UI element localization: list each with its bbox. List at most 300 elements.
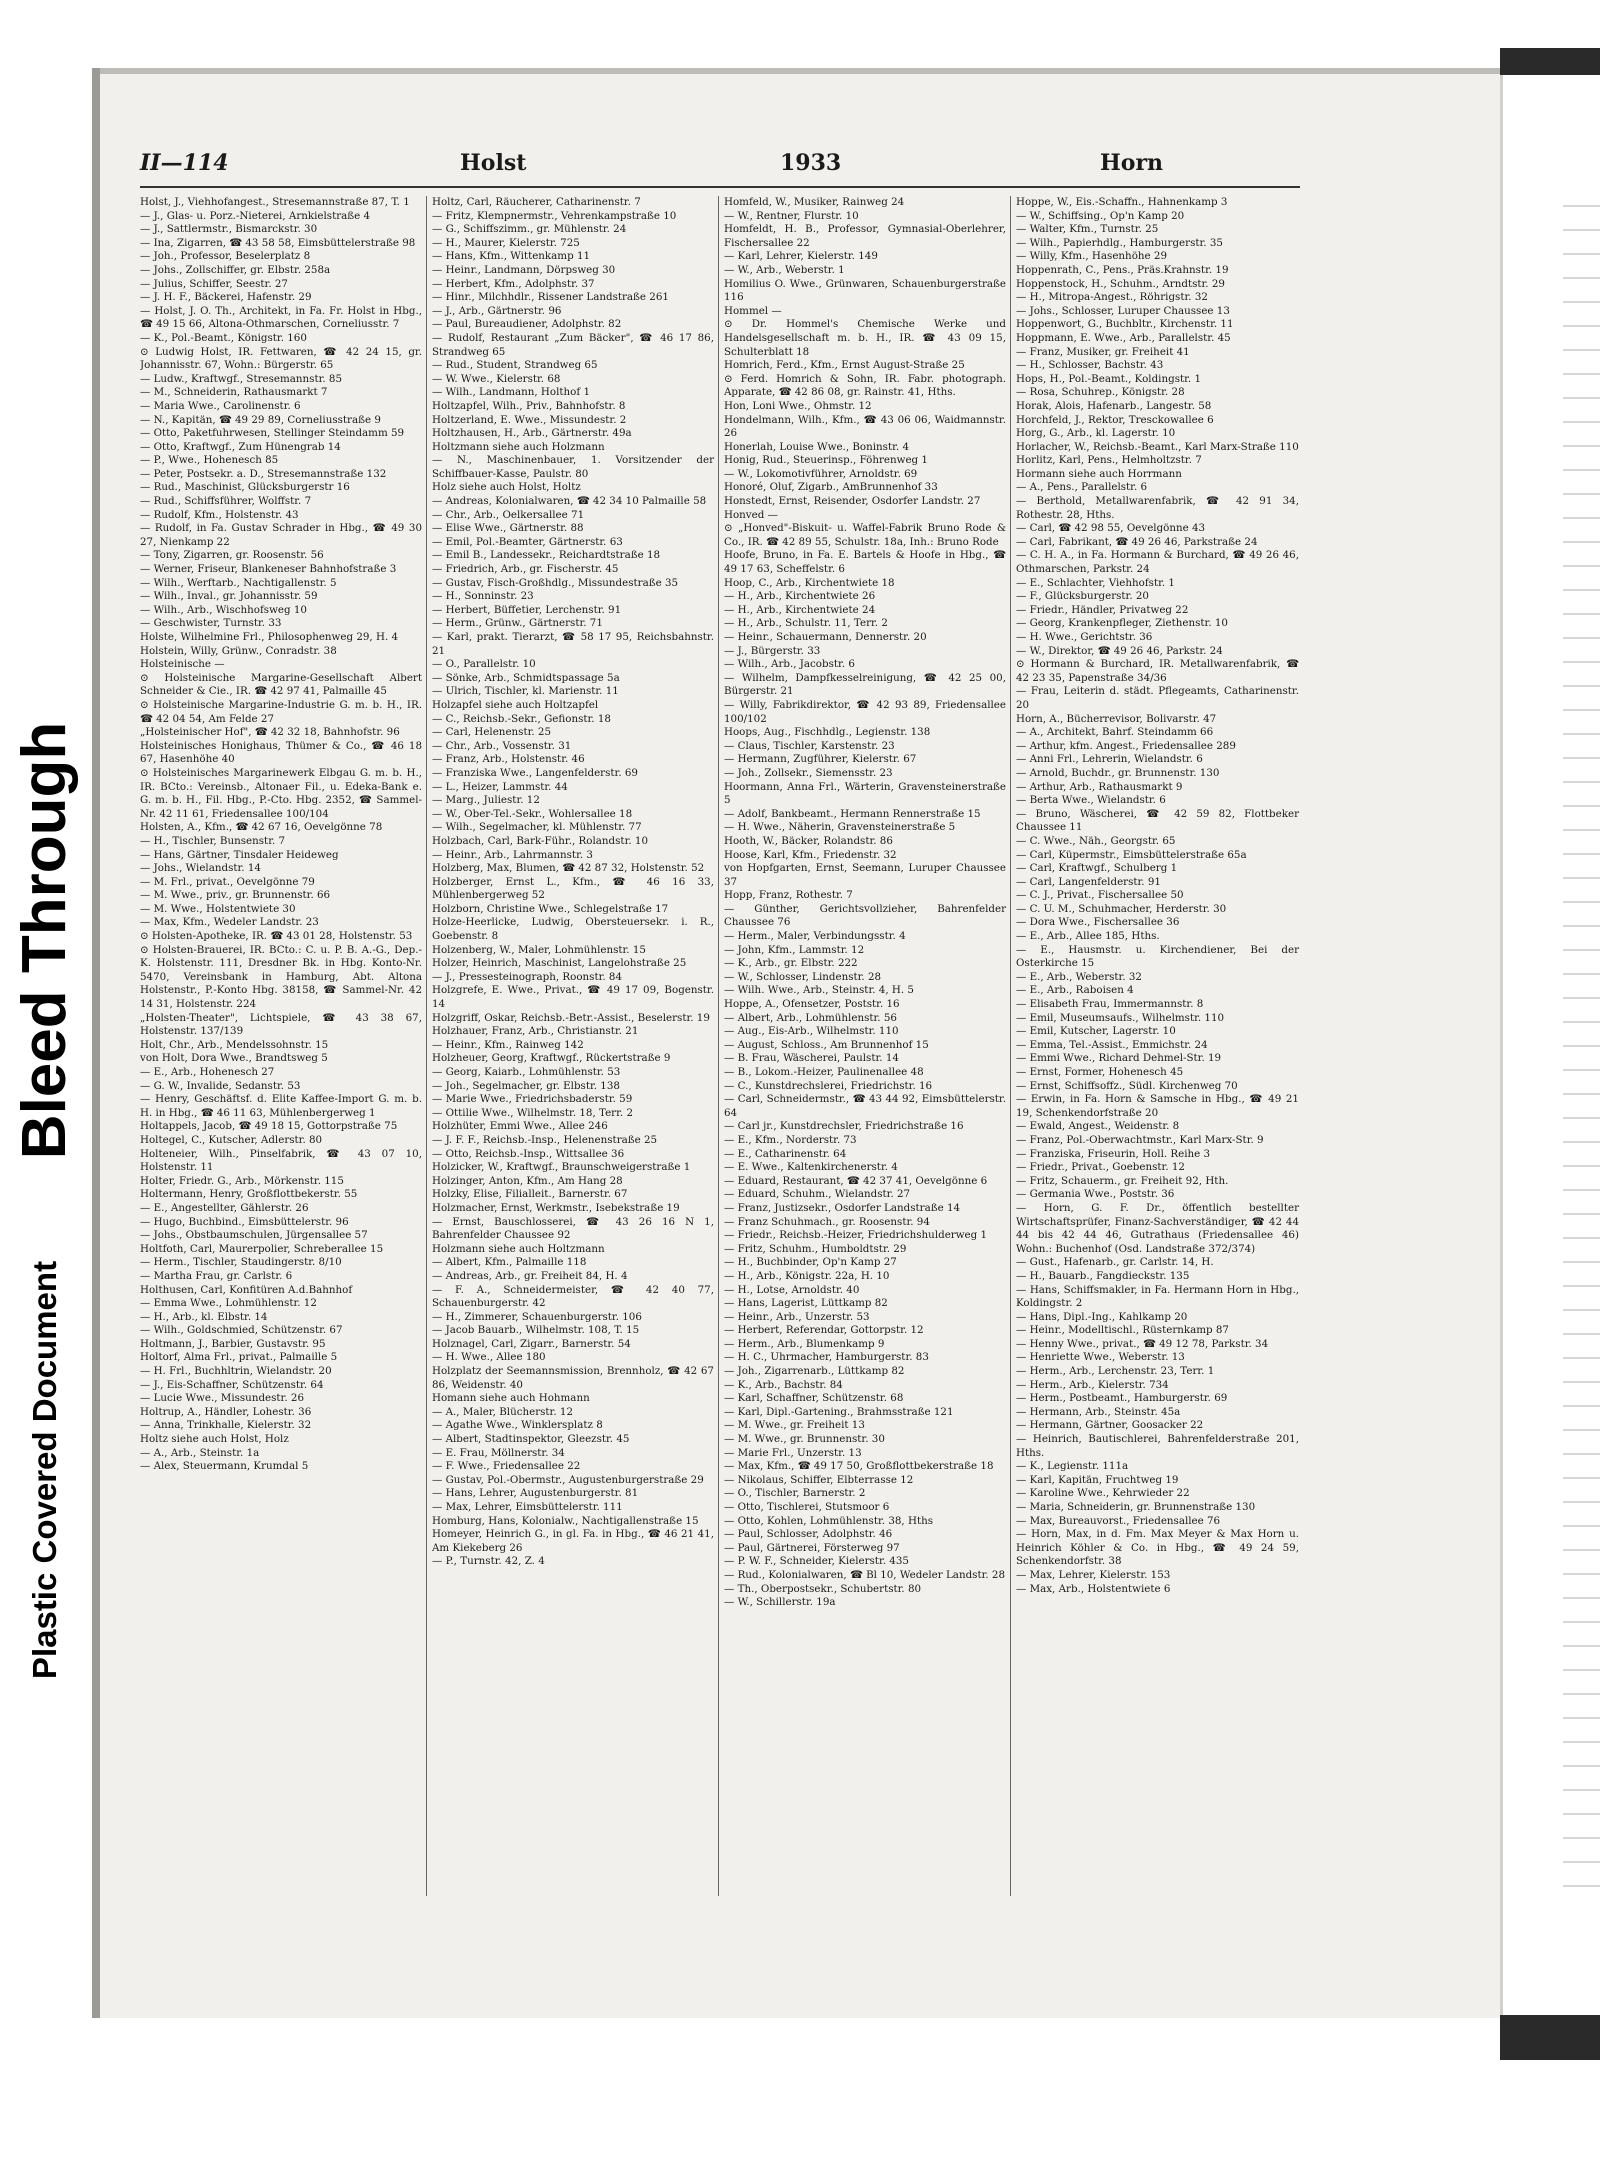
- directory-entry: — J. F. F., Reichsb.-Insp., Helenenstraße 25: [432, 1133, 658, 1146]
- directory-entry: — Aug., Eis-Arb., Wilhelmstr. 110: [724, 1025, 899, 1038]
- header-keyword-right: Horn: [1100, 150, 1164, 176]
- directory-entry: Homburg, Hans, Kolonialw., Nachtigallenstraße 15: [432, 1514, 699, 1527]
- directory-entry: Holter, Friedr. G., Arb., Mörkenstr. 115: [140, 1174, 344, 1187]
- directory-entry: — H. Wwe., Näherin, Gravensteinerstraße 5: [724, 821, 956, 834]
- directory-entry: — Chr., Arb., Oelkersallee 71: [432, 508, 585, 521]
- directory-entry: — Franz, Arb., Holstenstr. 46: [432, 753, 585, 766]
- directory-entry: — Heinr., Schauermann, Dennerstr. 20: [724, 631, 927, 643]
- directory-entry: — Elisabeth Frau, Immermannstr. 8: [1016, 998, 1204, 1011]
- directory-entry: — Henny Wwe., privat., ☎ 49 12 78, Parkstr. 34: [1016, 1337, 1269, 1350]
- directory-entry: von Hopfgarten, Ernst, Seemann, Luruper Chaussee 37: [724, 862, 1006, 888]
- directory-entry: — H., Schlosser, Bachstr. 43: [1016, 359, 1164, 372]
- directory-entry: Holtappels, Jacob, ☎ 49 18 15, Gottorpstraße 75: [140, 1120, 398, 1133]
- directory-entry: Holst, J., Viehhofangest., Stresemannstraße 87, T. 1: [140, 196, 410, 208]
- directory-entry: — Karl, Kapitän, Fruchtweg 19: [1016, 1473, 1179, 1486]
- directory-entry: Hon, Loni Wwe., Ohmstr. 12: [724, 399, 872, 412]
- directory-entry: — Rudolf, in Fa. Gustav Schrader in Hbg., ☎ 49 30 27, Nienkamp 22: [140, 522, 422, 548]
- directory-entry: — M. Frl., privat., Oevelgönne 79: [140, 875, 315, 888]
- directory-entry: — Anni Frl., Lehrerin, Wielandstr. 6: [1016, 753, 1203, 766]
- directory-entry: — Tony, Zigarren, gr. Roosenstr. 56: [140, 549, 324, 562]
- header-year: 1933: [780, 150, 842, 176]
- directory-entry: — L., Heizer, Lammstr. 44: [432, 780, 568, 793]
- directory-entry: — Hinr., Milchhdlr., Rissener Landstraße 261: [432, 291, 669, 304]
- directory-entry: — Max, Arb., Holstentwiete 6: [1016, 1582, 1171, 1595]
- directory-entry: — Emmi Wwe., Richard Dehmel-Str. 19: [1016, 1052, 1222, 1065]
- directory-entry: Hoppenstock, H., Schuhm., Arndtstr. 29: [1016, 277, 1225, 290]
- directory-entry: — Franziska Wwe., Langenfelderstr. 69: [432, 766, 638, 779]
- directory-entry: Horlacher, W., Reichsb.-Beamt., Karl Marx-Straße 110: [1016, 440, 1299, 453]
- directory-entry: — H. C., Uhrmacher, Hamburgerstr. 83: [724, 1351, 929, 1364]
- directory-entry: — Heinr., Modelltischl., Rüsternkamp 87: [1016, 1324, 1229, 1337]
- directory-entry: — G. W., Invalide, Sedanstr. 53: [140, 1079, 301, 1092]
- directory-entry: — August, Schloss., Am Brunnenhof 15: [724, 1038, 929, 1051]
- directory-entry: — H., Buchbinder, Op'n Kamp 27: [724, 1256, 897, 1269]
- directory-entry: — Rud., Schiffsführer, Wolffstr. 7: [140, 495, 312, 508]
- directory-entry: — P. W. F., Schneider, Kielerstr. 435: [724, 1555, 909, 1568]
- directory-entry: — Carl, Küpermstr., Eimsbüttelerstraße 65a: [1016, 848, 1247, 861]
- directory-entry: — C., Kunstdrechslerei, Friedrichstr. 16: [724, 1079, 933, 1092]
- directory-entry: — Alex, Steuermann, Krumdal 5: [140, 1460, 309, 1473]
- directory-entry: — J., Glas- u. Porz.-Nieterei, Arnkielstraße 4: [140, 209, 371, 222]
- directory-entry: — B. Frau, Wäscherei, Paulstr. 14: [724, 1052, 899, 1065]
- directory-entry: — M., Schneiderin, Rathausmarkt 7: [140, 386, 328, 399]
- next-page-edge: [1500, 75, 1600, 2015]
- directory-entry: — Berta Wwe., Wielandstr. 6: [1016, 794, 1166, 807]
- directory-entry: — Nikolaus, Schiffer, Elbterrasse 12: [724, 1473, 914, 1486]
- directory-entry: — M. Wwe., gr. Brunnenstr. 30: [724, 1433, 885, 1446]
- directory-entry: — Carl, Helenenstr. 25: [432, 726, 552, 739]
- page-header: [140, 150, 1300, 184]
- directory-entry: — A., Architekt, Bahrf. Steindamm 66: [1016, 726, 1214, 739]
- directory-entry: — N., Kapitän, ☎ 49 29 89, Corneliusstraße 9: [140, 413, 381, 426]
- directory-entry: — W., Ober-Tel.-Sekr., Wohlersallee 18: [432, 807, 633, 820]
- directory-entry: — Bruno, Wäscherei, ☎ 42 59 82, Flottbeker Chaussee 11: [1016, 807, 1299, 834]
- directory-entry: — H. Wwe., Gerichtstr. 36: [1016, 631, 1153, 643]
- directory-entry: Holzmann siehe auch Holtzmann: [432, 1242, 605, 1255]
- directory-entry: — Carl, Langenfelderstr. 91: [1016, 875, 1161, 888]
- directory-entry: — Otto, Kraftwgf., Zum Hünengrab 14: [140, 440, 341, 453]
- directory-entry: Holtz siehe auch Holst, Holz: [140, 1433, 289, 1446]
- directory-entry: ⊙ „Honved"-Biskuit- u. Waffel-Fabrik Bruno Rode & Co., IR. ☎ 42 89 55, Schulstr. 18a, Inh.: Bruno Rode: [724, 522, 1006, 548]
- directory-entry: — C., Reichsb.-Sekr., Gefionstr. 18: [432, 712, 611, 725]
- directory-entry: — Franziska, Friseurin, Holl. Reihe 3: [1016, 1147, 1211, 1160]
- directory-entry: — Lucie Wwe., Missundestr. 26: [140, 1392, 304, 1405]
- directory-entry: — Elise Wwe., Gärtnerstr. 88: [432, 522, 584, 535]
- directory-entry: — K., Legienstr. 111a: [1016, 1460, 1129, 1473]
- directory-entry: — J., Eis-Schaffner, Schützenstr. 64: [140, 1378, 324, 1391]
- directory-entry: — C. H. A., in Fa. Hormann & Burchard, ☎ 49 26 46, Othmarschen, Parkstr. 24: [1016, 549, 1299, 576]
- directory-entry: — Emil, Kutscher, Lagerstr. 10: [1016, 1025, 1176, 1038]
- directory-entry: — F. Wwe., Friedensallee 22: [432, 1460, 581, 1473]
- directory-entry: — H., Tischler, Bunsenstr. 7: [140, 834, 286, 847]
- directory-entry: — Hans, Gärtner, Tinsdaler Heideweg: [140, 848, 339, 861]
- directory-entry: — Franz, Musiker, gr. Freiheit 41: [1016, 345, 1190, 358]
- directory-entry: — H., Arb., Kirchentwiete 24: [724, 603, 876, 616]
- directory-entry: — Horn, G. F. Dr., öffentlich bestellter Wirtschaftsprüfer, Finanz-Sachverständiger, ☎ 42 44 44 bis 42 44 46, Gutrathaus (Friedensallee 46) Wohn.: Buchenhof (Osd. Landstraße 372/374): [1016, 1201, 1299, 1255]
- directory-entry: — Karl, Dipl.-Gartening., Brahmsstraße 121: [724, 1405, 954, 1418]
- directory-entry: — Rudolf, Kfm., Holstenstr. 43: [140, 508, 299, 521]
- directory-entry: — Willy, Kfm., Hasenhöhe 29: [1016, 250, 1167, 263]
- directory-entry: — Georg, Krankenpfleger, Ziethenstr. 10: [1016, 617, 1228, 630]
- directory-entry: — Paul, Gärtnerei, Försterweg 97: [724, 1541, 900, 1554]
- directory-entry: Honstedt, Ernst, Reisender, Osdorfer Landstr. 27: [724, 495, 981, 508]
- directory-entry: Hoormann, Anna Frl., Wärterin, Gravensteinerstraße 5: [724, 780, 1006, 807]
- directory-entry: Holtmann, J., Barbier, Gustavstr. 95: [140, 1337, 326, 1350]
- directory-entry: — W., Arb., Weberstr. 1: [724, 263, 845, 276]
- directory-entry: — Walter, Kfm., Turnstr. 25: [1016, 223, 1159, 236]
- directory-entry: — W., Rentner, Flurstr. 10: [724, 209, 859, 222]
- directory-entry: — Berthold, Metallwarenfabrik, ☎ 42 91 34, Rothestr. 28, Hths.: [1016, 495, 1299, 521]
- directory-entry: — Heinr., Landmann, Dörpsweg 30: [432, 263, 616, 276]
- directory-entry: — Rud., Student, Strandweg 65: [432, 359, 598, 372]
- directory-entry: — Andreas, Kolonialwaren, ☎ 42 34 10 Palmaille 58: [432, 495, 707, 508]
- directory-entry: Holtzhausen, H., Arb., Gärtnerstr. 49a: [432, 427, 632, 440]
- directory-entry: — H. Wwe., Allee 180: [432, 1351, 546, 1364]
- directory-entry: — Ulrich, Tischler, kl. Marienstr. 11: [432, 685, 619, 698]
- directory-entry: — E., Angestellter, Gählerstr. 26: [140, 1201, 309, 1214]
- directory-entry: ⊙ Holsten-Brauerei, IR. BCto.: C. u. P. B. A.-G., Dep.-K. Holstenstr. 111, Dresdner Bk. in Hbg. Konto-Nr. 5470, Vereinsbank in Hamburg, Abt. Altona Holstenstr., P.-Konto Hbg. 38158, ☎ Sammel-Nr. 42 14 31, Holstenstr. 224: [140, 943, 422, 1011]
- directory-entry: — Wilh., Goldschmied, Schützenstr. 67: [140, 1324, 343, 1337]
- directory-entry: — Carl, Schneidermstr., ☎ 43 44 92, Eimsbüttelerstr. 64: [724, 1093, 1006, 1119]
- directory-entry: — J., Pressesteinograph, Roonstr. 84: [432, 970, 623, 983]
- directory-entry: Homann siehe auch Hohmann: [432, 1392, 590, 1405]
- directory-entry: — E. Wwe., Kaltenkirchenerstr. 4: [724, 1161, 898, 1174]
- directory-entry: — Ludw., Kraftwgf., Stresemannstr. 85: [140, 372, 343, 385]
- directory-entry: — Werner, Friseur, Blankeneser Bahnhofstraße 3: [140, 563, 397, 576]
- directory-entry: Holsteinische —: [140, 658, 225, 671]
- directory-entry: — Wilh., Werftarb., Nachtigallenstr. 5: [140, 576, 337, 589]
- directory-entry: Honerlah, Louise Wwe., Boninstr. 4: [724, 440, 909, 453]
- directory-entry: — Hermann, Gärtner, Goosacker 22: [1016, 1419, 1204, 1432]
- directory-entry: — H., Maurer, Kielerstr. 725: [432, 236, 580, 249]
- directory-entry: — Carl, ☎ 42 98 55, Oevelgönne 43: [1016, 522, 1206, 535]
- header-keyword-left: Holst: [460, 150, 527, 176]
- directory-entry: — Willy, Fabrikdirektor, ☎ 42 93 89, Friedensallee 100/102: [724, 698, 1006, 725]
- directory-entry: — E. Frau, Möllnerstr. 34: [432, 1446, 565, 1459]
- directory-column-1: [140, 196, 427, 1896]
- directory-entry: — A., Arb., Steinstr. 1a: [140, 1446, 260, 1459]
- directory-entry: — Rud., Kolonialwaren, ☎ Bl 10, Wedeler Landstr. 28: [724, 1568, 1006, 1581]
- directory-entry: — Hans, Dipl.-Ing., Kahlkamp 20: [1016, 1310, 1188, 1323]
- directory-entry: Homilius O. Wwe., Grünwaren, Schauenburgerstraße 116: [724, 277, 1006, 304]
- directory-entry: — Herm., Postbeamt., Hamburgerstr. 69: [1016, 1392, 1228, 1405]
- directory-entry: Holzbach, Carl, Bark-Führ., Rolandstr. 10: [432, 834, 649, 847]
- directory-entry: — Ina, Zigarren, ☎ 43 58 58, Eimsbüttelerstraße 98: [140, 236, 416, 249]
- directory-entry: Hoppe, W., Eis.-Schaffn., Hahnenkamp 3: [1016, 196, 1228, 208]
- directory-entry: Homrich, Ferd., Kfm., Ernst August-Straße 25: [724, 359, 965, 372]
- directory-entry: Holzberg, Max, Blumen, ☎ 42 87 32, Holstenstr. 52: [432, 862, 705, 875]
- directory-entry: — Wilh., Arb., Jacobstr. 6: [724, 658, 855, 671]
- directory-entry: — Franz Schuhmach., gr. Roosenstr. 94: [724, 1215, 930, 1228]
- directory-entry: — Wilh., Papierhdlg., Hamburgerstr. 35: [1016, 236, 1223, 249]
- directory-entry: — Eduard, Restaurant, ☎ 42 37 41, Oevelgönne 6: [724, 1174, 988, 1187]
- directory-entry: — J., Bürgerstr. 33: [724, 644, 821, 657]
- directory-entry: — Gustav, Fisch-Großhdlg., Missundestraße 35: [432, 576, 679, 589]
- directory-entry: — Emil, Pol.-Beamter, Gärtnerstr. 63: [432, 535, 623, 548]
- directory-entry: — Marie Wwe., Friedrichsbaderstr. 59: [432, 1093, 633, 1106]
- directory-entry: — Heinr., Arb., Lahrmannstr. 3: [432, 848, 593, 861]
- directory-entry: — Karl, prakt. Tierarzt, ☎ 58 17 95, Reichsbahnstr. 21: [432, 631, 714, 657]
- directory-entry: — Holst, J. O. Th., Architekt, in Fa. Fr. Holst in Hbg., ☎ 49 15 66, Altona-Othmarschen, Corneliusstr. 7: [140, 304, 422, 331]
- directory-entry: — Rudolf, Restaurant „Zum Bäcker", ☎ 46 17 86, Strandweg 65: [432, 331, 714, 358]
- directory-entry: Holtrup, A., Händler, Lohestr. 36: [140, 1405, 312, 1418]
- directory-entry: Holze-Heerlicke, Ludwig, Obersteuersekr. i. R., Goebenstr. 8: [432, 916, 714, 943]
- directory-entry: — N., Maschinenbauer, 1. Vorsitzender der Schiffbauer-Kasse, Paulstr. 80: [432, 454, 714, 480]
- directory-columns: [140, 196, 1305, 1896]
- directory-entry: — Max, Kfm., ☎ 49 17 50, Großflottbekerstraße 18: [724, 1460, 994, 1473]
- directory-entry: — Hans, Schiffsmakler, in Fa. Hermann Horn in Hbg., Koldingstr. 2: [1016, 1283, 1299, 1310]
- directory-entry: — Friedr., Händler, Privatweg 22: [1016, 603, 1189, 616]
- directory-entry: Hommel —: [724, 304, 782, 317]
- directory-entry: — Dora Wwe., Fischersallee 36: [1016, 916, 1180, 929]
- directory-entry: — Rosa, Schuhrep., Königstr. 28: [1016, 386, 1185, 399]
- directory-entry: Holtzapfel, Wilh., Priv., Bahnhofstr. 8: [432, 399, 626, 412]
- directory-entry: — Johs., Zollschiffer, gr. Elbstr. 258a: [140, 263, 331, 276]
- directory-entry: — O., Parallelstr. 10: [432, 658, 536, 671]
- directory-entry: — Julius, Schiffer, Seestr. 27: [140, 277, 288, 290]
- directory-entry: — Wilh., Segelmacher, kl. Mühlenstr. 77: [432, 821, 642, 834]
- directory-entry: — Hans, Lagerist, Lüttkamp 82: [724, 1297, 888, 1310]
- directory-entry: — Herbert, Büffetier, Lerchenstr. 91: [432, 603, 622, 616]
- directory-entry: Holtzmann siehe auch Holzmann: [432, 440, 605, 453]
- directory-entry: Holsteinisches Honighaus, Thümer & Co., ☎ 46 18 67, Hasenhöhe 40: [140, 739, 422, 766]
- directory-entry: Holzicker, W., Kraftwgf., Braunschweigerstraße 1: [432, 1161, 691, 1174]
- directory-entry: — H., Mitropa-Angest., Röhrigstr. 32: [1016, 291, 1208, 304]
- directory-entry: Holzenberg, W., Maler, Lohmühlenstr. 15: [432, 943, 646, 956]
- directory-entry: Hoop, C., Arb., Kirchentwiete 18: [724, 576, 895, 589]
- directory-entry: — Karl, Lehrer, Kielerstr. 149: [724, 250, 878, 263]
- directory-entry: — Hermann, Arb., Steinstr. 45a: [1016, 1405, 1181, 1418]
- directory-entry: ⊙ Holsteinische Margarine-Industrie G. m. b. H., IR. ☎ 42 04 54, Am Felde 27: [140, 698, 422, 725]
- directory-entry: Hoofe, Bruno, in Fa. E. Bartels & Hoofe in Hbg., ☎ 49 17 63, Scheffelstr. 6: [724, 549, 1006, 576]
- directory-entry: — Joh., Zollsekr., Siemensstr. 23: [724, 766, 893, 779]
- directory-entry: — Hugo, Buchbind., Eimsbüttelerstr. 96: [140, 1215, 349, 1228]
- directory-entry: — Wilh., Landmann, Holthof 1: [432, 386, 590, 399]
- directory-entry: Holtermann, Henry, Großflottbekerstr. 55: [140, 1188, 358, 1201]
- directory-entry: Holtegel, C., Kutscher, Adlerstr. 80: [140, 1133, 323, 1146]
- bleed-through-label: [0, 680, 90, 1200]
- directory-entry: Honved —: [724, 508, 778, 521]
- directory-entry: — Wilhelm, Dampfkesselreinigung, ☎ 42 25 00, Bürgerstr. 21: [724, 671, 1006, 698]
- directory-entry: Homfeldt, H. B., Professor, Gymnasial-Oberlehrer, Fischersallee 22: [724, 223, 1006, 249]
- directory-entry: — Herbert, Kfm., Adolphstr. 37: [432, 277, 595, 290]
- directory-entry: Homfeld, W., Musiker, Rainweg 24: [724, 196, 905, 208]
- directory-entry: Holste, Wilhelmine Frl., Philosophenweg 29, H. 4: [140, 631, 399, 643]
- directory-entry: — Gustav, Pol.-Obermstr., Augustenburgerstraße 29: [432, 1473, 704, 1486]
- directory-entry: Hoppe, A., Ofensetzer, Poststr. 16: [724, 998, 900, 1011]
- directory-entry: — Georg, Kaiarb., Lohmühlenstr. 53: [432, 1066, 621, 1078]
- directory-entry: Honig, Rud., Steuerinsp., Föhrenweg 1: [724, 454, 928, 467]
- directory-entry: — P., Wwe., Hohenesch 85: [140, 454, 279, 467]
- directory-entry: — Adolf, Bankbeamt., Hermann Rennerstraße 15: [724, 807, 981, 820]
- directory-entry: — Geschwister, Turnstr. 33: [140, 617, 282, 630]
- directory-entry: — F., Glücksburgerstr. 20: [1016, 590, 1149, 603]
- directory-entry: — Paul, Schlosser, Adolphstr. 46: [724, 1528, 893, 1541]
- directory-entry: Horchfeld, J., Rektor, Tresckowallee 6: [1016, 413, 1214, 426]
- directory-entry: — Eduard, Schuhm., Wielandstr. 27: [724, 1188, 911, 1201]
- directory-entry: Holtorf, Alma Frl., privat., Palmaille 5: [140, 1351, 338, 1364]
- directory-entry: Hoops, Aug., Fischhdlg., Legienstr. 138: [724, 726, 931, 739]
- directory-entry: — H., Arb., kl. Elbstr. 14: [140, 1310, 268, 1323]
- directory-entry: — Günther, Gerichtsvollzieher, Bahrenfelder Chaussee 76: [724, 902, 1006, 929]
- directory-entry: — Wilh. Wwe., Arb., Steinstr. 4, H. 5: [724, 984, 914, 997]
- directory-entry: — H., Lotse, Arnoldstr. 40: [724, 1283, 860, 1296]
- directory-entry: — Otto, Reichsb.-Insp., Wittsallee 36: [432, 1147, 625, 1160]
- directory-entry: Hoppenrath, C., Pens., Präs.Krahnstr. 19: [1016, 263, 1229, 276]
- directory-entry: — Emil, Museumsaufs., Wilhelmstr. 110: [1016, 1011, 1225, 1024]
- directory-entry: — Peter, Postsekr. a. D., Stresemannstraße 132: [140, 467, 387, 480]
- directory-entry: — Albert, Arb., Lohmühlenstr. 56: [724, 1011, 897, 1024]
- directory-entry: — W., Lokomotivführer, Arnoldstr. 69: [724, 467, 918, 480]
- directory-entry: — Max, Kfm., Wedeler Landstr. 23: [140, 916, 319, 929]
- directory-entry: von Holt, Dora Wwe., Brandtsweg 5: [140, 1052, 328, 1065]
- directory-entry: — Albert, Kfm., Palmaille 118: [432, 1256, 587, 1269]
- directory-entry: — W., Schillerstr. 19a: [724, 1596, 836, 1609]
- directory-entry: — Emil B., Landessekr., Reichardtstraße 18: [432, 549, 661, 562]
- directory-entry: — Arnold, Buchdr., gr. Brunnenstr. 130: [1016, 766, 1220, 779]
- directory-entry: — B., Lokom.-Heizer, Paulinenallee 48: [724, 1066, 924, 1078]
- directory-entry: — Heinrich, Bautischlerei, Bahrenfelderstraße 201, Hths.: [1016, 1433, 1299, 1459]
- directory-entry: — Franz, Justizsekr., Osdorfer Landstraße 14: [724, 1201, 961, 1214]
- directory-entry: Horak, Alois, Hafenarb., Langestr. 58: [1016, 399, 1212, 412]
- directory-entry: Holzgriff, Oskar, Reichsb.-Betr.-Assist., Beselerstr. 19: [432, 1011, 710, 1024]
- directory-entry: — Hans, Lehrer, Augustenburgerstr. 81: [432, 1487, 639, 1500]
- directory-entry: — Heinr., Arb., Unzerstr. 53: [724, 1310, 870, 1323]
- directory-entry: — Carl, Kraftwgf., Schulberg 1: [1016, 862, 1178, 875]
- directory-entry: — Herm., Tischler, Staudingerstr. 8/10: [140, 1256, 342, 1269]
- directory-entry: Holzgrefe, E. Wwe., Privat., ☎ 49 17 09, Bogenstr. 14: [432, 984, 714, 1011]
- directory-entry: Holzinger, Anton, Kfm., Am Hang 28: [432, 1174, 623, 1187]
- directory-entry: Holzplatz der Seemannsmission, Brennholz, ☎ 42 67 86, Weidenstr. 40: [432, 1365, 714, 1391]
- directory-entry: — Franz, Pol.-Oberwachtmstr., Karl Marx-Str. 9: [1016, 1133, 1264, 1146]
- directory-entry: — C. U. M., Schuhmacher, Herderstr. 30: [1016, 902, 1227, 915]
- directory-entry: Holzborn, Christine Wwe., Schlegelstraße 17: [432, 902, 669, 915]
- directory-entry: — E., Catharinenstr. 64: [724, 1147, 847, 1160]
- directory-entry: — Chr., Arb., Vossenstr. 31: [432, 739, 572, 752]
- directory-entry: „Holsten-Theater", Lichtspiele, ☎ 43 38 67, Holstenstr. 137/139: [140, 1011, 422, 1038]
- directory-entry: — Wilh., Arb., Wischhofsweg 10: [140, 603, 307, 616]
- directory-entry: — Paul, Bureaudiener, Adolphstr. 82: [432, 318, 622, 331]
- directory-entry: — Friedr., Reichsb.-Heizer, Friedrichshulderweg 1: [724, 1229, 988, 1242]
- directory-entry: — Friedr., Privat., Goebenstr. 12: [1016, 1161, 1185, 1174]
- directory-entry: Holthusen, Carl, Konfitüren A.d.Bahnhof: [140, 1283, 353, 1296]
- directory-entry: — H., Sonninstr. 23: [432, 590, 534, 603]
- directory-entry: — Claus, Tischler, Karstenstr. 23: [724, 739, 895, 752]
- directory-entry: Horg, G., Arb., kl. Lagerstr. 10: [1016, 427, 1176, 440]
- directory-entry: — C. Wwe., Näh., Georgstr. 65: [1016, 834, 1176, 847]
- directory-entry: — Henriette Wwe., Weberstr. 13: [1016, 1351, 1185, 1364]
- directory-entry: — Germania Wwe., Poststr. 36: [1016, 1188, 1175, 1201]
- directory-entry: — Herm., Arb., Lerchenstr. 23, Terr. 1: [1016, 1365, 1215, 1378]
- directory-entry: — Hermann, Zugführer, Kielerstr. 67: [724, 753, 917, 766]
- directory-entry: — Andreas, Arb., gr. Freiheit 84, H. 4: [432, 1269, 628, 1282]
- directory-entry: — E., Arb., Raboisen 4: [1016, 984, 1134, 997]
- directory-entry: — Fritz, Schuhm., Humboldtstr. 29: [724, 1242, 907, 1255]
- directory-entry: — Max, Bureauvorst., Friedensallee 76: [1016, 1514, 1221, 1527]
- directory-entry: Holzhüter, Emmi Wwe., Allee 246: [432, 1120, 608, 1133]
- plastic-covered-label: [0, 1200, 90, 1740]
- directory-entry: Holzmacher, Ernst, Werkmstr., Isebekstraße 19: [432, 1201, 680, 1214]
- directory-entry: — M. Wwe., gr. Freiheit 13: [724, 1419, 865, 1432]
- directory-entry: — Joh., Professor, Beselerplatz 8: [140, 250, 311, 263]
- directory-entry: — Ewald, Angest., Weidenstr. 8: [1016, 1120, 1180, 1133]
- directory-entry: — H., Arb., Kirchentwiete 26: [724, 590, 876, 603]
- directory-entry: — Arthur, kfm. Angest., Friedensallee 289: [1016, 739, 1236, 752]
- directory-entry: — Johs., Obstbaumschulen, Jürgensallee 57: [140, 1229, 368, 1242]
- directory-entry: Honoré, Oluf, Zigarb., AmBrunnenhof 33: [724, 481, 938, 494]
- directory-entry: — Marg., Juliestr. 12: [432, 794, 540, 807]
- directory-entry: ⊙ Holsteinisches Margarinewerk Elbgau G. m. b. H., IR. BCto.: Vereinsb., Altonaer Fil., u. Edeka-Bank e. G. m. b. H., Fil. Hbg., P.-Cto. Hbg. 2352, ☎ Sammel-Nr. 42 11 61, Friedensallee 100/104: [140, 766, 422, 820]
- directory-entry: — K., Arb., Bachstr. 84: [724, 1378, 843, 1391]
- directory-entry: Horn, A., Bücherrevisor, Bolivarstr. 47: [1016, 712, 1217, 725]
- directory-entry: — Joh., Zigarrenarb., Lüttkamp 82: [724, 1365, 905, 1378]
- directory-entry: — Herm., Maler, Verbindungsstr. 4: [724, 930, 906, 943]
- directory-entry: — H. Frl., Buchhltrin, Wielandstr. 20: [140, 1365, 332, 1378]
- directory-entry: — Max, Lehrer, Kielerstr. 153: [1016, 1568, 1171, 1581]
- page-number: II—114: [140, 150, 229, 176]
- directory-entry: — Albert, Stadtinspektor, Gleezstr. 45: [432, 1433, 630, 1446]
- directory-entry: — Marie Frl., Unzerstr. 13: [724, 1446, 862, 1459]
- directory-entry: Holzberger, Ernst L., Kfm., ☎ 46 16 33, Mühlenbergerweg 52: [432, 875, 714, 902]
- directory-entry: — Herm., Arb., Blumenkamp 9: [724, 1337, 885, 1350]
- directory-entry: — Agathe Wwe., Winklersplatz 8: [432, 1419, 603, 1432]
- directory-entry: — Herm., Arb., Kielerstr. 734: [1016, 1378, 1169, 1391]
- directory-entry: „Holsteinischer Hof", ☎ 42 32 18, Bahnhofstr. 96: [140, 726, 400, 739]
- directory-entry: ⊙ Dr. Hommel's Chemische Werke und Handelsgesellschaft m. b. H., IR. ☎ 43 09 15, Schulterblatt 18: [724, 318, 1006, 358]
- directory-entry: — Ernst, Bauschlosserei, ☎ 43 26 16 N 1, Bahrenfelder Chaussee 92: [432, 1215, 714, 1242]
- directory-entry: Hondelmann, Wilh., Kfm., ☎ 43 06 06, Waidmannstr. 26: [724, 413, 1006, 440]
- directory-entry: — J., Arb., Gärtnerstr. 96: [432, 304, 562, 317]
- directory-entry: — Friedrich, Arb., gr. Fischerstr. 45: [432, 563, 619, 576]
- directory-entry: Holz siehe auch Holst, Holtz: [432, 481, 581, 494]
- directory-entry: — Wilh., Inval., gr. Johannisstr. 59: [140, 590, 318, 603]
- directory-entry: — W., Direktor, ☎ 49 26 46, Parkstr. 24: [1016, 644, 1223, 657]
- directory-entry: — Maria, Schneiderin, gr. Brunnenstraße 130: [1016, 1501, 1256, 1513]
- directory-entry: — J., Sattlermstr., Bismarckstr. 30: [140, 223, 318, 236]
- directory-entry: — A., Maler, Blücherstr. 12: [432, 1405, 573, 1418]
- directory-entry: Hops, H., Pol.-Beamt., Koldingstr. 1: [1016, 372, 1202, 385]
- directory-entry: — Karl, Schaffner, Schützenstr. 68: [724, 1392, 904, 1405]
- directory-entry: — Otto, Paketfuhrwesen, Stellinger Steindamm 59: [140, 427, 405, 440]
- directory-entry: ⊙ Holsten-Apotheke, IR. ☎ 43 01 28, Holstenstr. 53: [140, 930, 413, 943]
- directory-entry: — Ottilie Wwe., Wilhelmstr. 18, Terr. 2: [432, 1106, 633, 1119]
- directory-entry: Homeyer, Heinrich G., in gl. Fa. in Hbg., ☎ 46 21 41, Am Kiekeberg 26: [432, 1528, 714, 1554]
- directory-entry: — Maria Wwe., Carolinenstr. 6: [140, 399, 301, 412]
- directory-entry: — E., Hausmstr. u. Kirchendiener, Bei der Osterkirche 15: [1016, 943, 1299, 970]
- directory-entry: — Herbert, Referendar, Gottorpstr. 12: [724, 1324, 924, 1337]
- directory-entry: — Fritz, Klempnermstr., Vehrenkampstraße 10: [432, 209, 677, 222]
- directory-entry: — C. J., Privat., Fischersallee 50: [1016, 889, 1184, 902]
- directory-entry: — W., Schlosser, Lindenstr. 28: [724, 970, 882, 983]
- directory-entry: — John, Kfm., Lammstr. 12: [724, 943, 865, 956]
- directory-entry: — M. Wwe., priv., gr. Brunnenstr. 66: [140, 889, 331, 902]
- directory-entry: — Gust., Hafenarb., gr. Carlstr. 14, H.: [1016, 1256, 1214, 1269]
- header-rule: [140, 186, 1300, 188]
- directory-entry: — Horn, Max, in d. Fm. Max Meyer & Max Horn u. Heinrich Köhler & Co. in Hbg., ☎ 49 24 59, Schenkendorfstr. 38: [1016, 1528, 1299, 1568]
- directory-entry: Hormann siehe auch Horrmann: [1016, 467, 1182, 480]
- directory-entry: Holzapfel siehe auch Holtzapfel: [432, 698, 599, 711]
- directory-entry: — W. Wwe., Kielerstr. 68: [432, 372, 561, 385]
- directory-entry: — E., Arb., Weberstr. 32: [1016, 970, 1142, 983]
- directory-entry: Holsten, A., Kfm., ☎ 42 67 16, Oevelgönne 78: [140, 821, 383, 834]
- plastic-covered-text: Plastic Covered Document: [26, 1260, 63, 1680]
- directory-entry: — Johs., Schlosser, Luruper Chaussee 13: [1016, 304, 1230, 317]
- directory-entry: — H., Bauarb., Fangdieckstr. 135: [1016, 1269, 1190, 1282]
- directory-entry: — K., Pol.-Beamt., Königstr. 160: [140, 331, 307, 344]
- directory-entry: — Ernst, Former, Hohenesch 45: [1016, 1066, 1184, 1078]
- directory-entry: — Karoline Wwe., Kehrwieder 22: [1016, 1487, 1190, 1500]
- directory-entry: — Otto, Kohlen, Lohmühlenstr. 38, Hths: [724, 1514, 933, 1527]
